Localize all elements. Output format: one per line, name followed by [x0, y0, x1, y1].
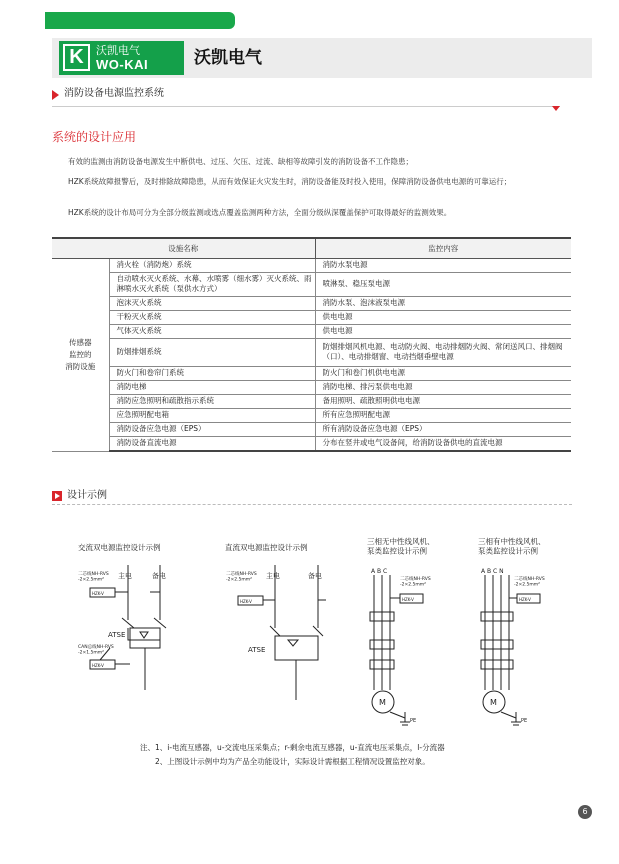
section-title: 消防设备电源监控系统	[64, 88, 164, 99]
page-number: 6	[578, 805, 592, 819]
table-group-label: 传感器 监控的 消防设施	[52, 258, 109, 451]
diagram-3-sensor-label: HZK-V	[402, 597, 414, 602]
diagram-1-title: 交流双电源监控设计示例	[78, 543, 161, 552]
brand-name: 沃凯电气	[194, 48, 262, 68]
table-cell: 干粉灭火系统	[109, 310, 315, 324]
three-phase-no-neutral-diagram	[370, 575, 423, 725]
diagram-3-pe-label: PE	[410, 718, 417, 724]
table-cell: 消防设备应急电源（EPS）	[109, 422, 315, 436]
diagram-1-sensor2-label: HZK-V	[92, 663, 104, 668]
diagram-4-phase-labels: A B C N	[481, 568, 504, 575]
diagram-2-title: 直流双电源监控设计示例	[225, 543, 308, 552]
diagram-2-wire-label: 二芯线NH-RVS -2×2.5mm²	[226, 572, 257, 583]
table-cell: 消防应急照明和疏散指示系统	[109, 394, 315, 408]
table-cell: 消防电梯	[109, 380, 315, 394]
table-cell: 防烟排烟风机电源、电动防火阀、电动排烟防火阀、常闭送风口、排烟阀（口）、电动排烟窗、电动挡烟垂壁电源	[315, 338, 571, 366]
table-cell: 防烟排烟系统	[109, 338, 315, 366]
diagram-1-atse-label: ATSE	[108, 631, 126, 639]
design-title: 设计示例	[67, 490, 107, 501]
paragraph-3: HZK系统的设计布局可分为全部分级监测或选点覆盖监测两种方法，全面分级纵深覆盖保护可取得最好的监测效果。	[68, 208, 452, 217]
logo-en-text: WO-KAI	[96, 57, 149, 72]
table-cell: 喷淋泵、稳压泵电源	[315, 272, 571, 296]
table-cell: 分布在竖井或电气设备间，给消防设备供电的直流电源	[315, 436, 571, 451]
table-cell: 消火栓（消防炮）系统	[109, 258, 315, 272]
logo-cn-text: 沃凯电气	[96, 44, 140, 57]
paragraph-2: HZK系统故障报警后，及时排除故障隐患，从而有效保证火灾发生时，消防设备能及时投入使用，保障消防设备供电电源的可靠运行；	[68, 177, 512, 186]
table-cell: 应急照明配电箱	[109, 408, 315, 422]
ac-dual-power-diagram	[90, 565, 166, 690]
table-cell: 气体灭火系统	[109, 324, 315, 338]
table-header-facility: 设施名称	[52, 238, 315, 258]
diagram-2-sensor-label: HZK-V	[240, 599, 252, 604]
diagram-2-main-label: 主电	[266, 572, 280, 580]
table-cell: 消防水泵电源	[315, 258, 571, 272]
table-cell: 消防水泵、泡沫液泵电源	[315, 296, 571, 310]
table-cell: 供电电源	[315, 310, 571, 324]
diagram-1-wire-label: 二芯线NH-RVS -2×2.5mm²	[78, 572, 109, 583]
table-cell: 所有应急照明配电源	[315, 408, 571, 422]
table-cell: 所有消防设备应急电源（EPS）	[315, 422, 571, 436]
table-cell: 防火门和卷门机供电电源	[315, 366, 571, 380]
note-1: 注、1、i-电流互感器，u-交流电压采集点；r-剩余电流互感器，u-直流电压采集点，l-分流器	[140, 743, 445, 752]
table-cell: 消防电梯、排污泵供电电源	[315, 380, 571, 394]
table-cell: 备用照明、疏散照明供电电源	[315, 394, 571, 408]
diagram-4-sensor-label: HZK-V	[519, 597, 531, 602]
diagram-1-backup-label: 备电	[152, 572, 166, 580]
table-header-monitor: 监控内容	[315, 238, 571, 258]
table-cell: 供电电源	[315, 324, 571, 338]
diagram-1-can-label: CAN总线NH-RVS -2×1.5mm²	[78, 645, 114, 656]
note-2: 2、上图设计示例中均为产品全功能设计，实际设计需根据工程情况设置监控对象。	[155, 757, 430, 766]
table-cell: 消防设备直流电源	[109, 436, 315, 451]
diagram-2-backup-label: 备电	[308, 572, 322, 580]
diagram-3-title: 三相无中性线风机、泵类监控设计示例	[367, 537, 435, 556]
diagram-4-motor-label: M	[490, 698, 497, 707]
paragraph-1: 有效的监测由消防设备电源发生中断供电、过压、欠压、过流、缺相等故障引发的消防设备不工作隐患；	[68, 157, 413, 166]
diagram-4-pe-label: PE	[521, 718, 528, 724]
diagram-3-motor-label: M	[379, 698, 386, 707]
dc-dual-power-diagram	[238, 565, 326, 700]
diagram-1-sensor-label: HZK-V	[92, 591, 104, 596]
table-cell: 自动喷水灭火系统、水幕、水喷雾（细水雾）灭火系统、雨淋喷水灭火系统（泵供水方式）	[109, 272, 315, 296]
logo-k-icon: K	[63, 44, 90, 71]
diagram-1-main-label: 主电	[118, 572, 132, 580]
content-heading: 系统的设计应用	[52, 130, 137, 144]
diagram-3-wire-label: 二芯线NH-RVS -2×2.5mm²	[400, 577, 431, 588]
diagram-4-title: 三相有中性线风机、泵类监控设计示例	[478, 537, 546, 556]
table-cell: 防火门和卷帘门系统	[109, 366, 315, 380]
diagram-2-atse-label: ATSE	[248, 646, 266, 654]
table-cell: 泡沫灭火系统	[109, 296, 315, 310]
diagram-3-phase-labels: A B C	[371, 568, 388, 575]
diagram-4-wire-label: 二芯线NH-RVS -2×2.5mm²	[514, 577, 545, 588]
